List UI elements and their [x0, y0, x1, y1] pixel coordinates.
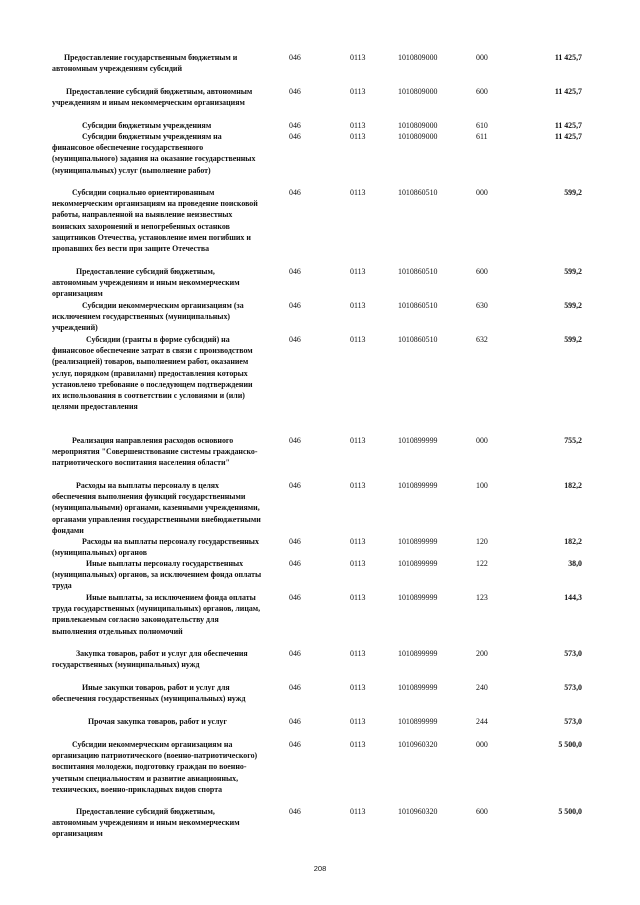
section-code: 0113 [350, 53, 366, 62]
expense-type-code: 200 [476, 649, 488, 658]
target-article-code: 1010960320 [398, 740, 438, 749]
expense-type-code: 000 [476, 436, 488, 445]
expense-type-code: 000 [476, 53, 488, 62]
page-number: 208 [313, 864, 327, 873]
row-description: Расходы на выплаты персоналу государственных (муниципальных) органов [52, 537, 259, 558]
amount: 755,2 [564, 436, 582, 445]
target-article-code: 1010899999 [398, 436, 438, 445]
expense-type-code: 244 [476, 717, 488, 726]
amount: 5 500,0 [558, 740, 582, 749]
target-article-code: 1010809000 [398, 53, 438, 62]
section-code: 0113 [350, 267, 366, 276]
expense-type-code: 122 [476, 559, 488, 568]
ministry-code: 046 [289, 53, 301, 62]
ministry-code: 046 [289, 87, 301, 96]
row-description: Предоставление субсидий бюджетным, автономным учреждениям и иным некоммерческим организациям [52, 87, 253, 108]
target-article-code: 1010899999 [398, 481, 438, 490]
target-article-code: 1010899999 [398, 559, 438, 568]
section-code: 0113 [350, 537, 366, 546]
section-code: 0113 [350, 132, 366, 141]
ministry-code: 046 [289, 649, 301, 658]
amount: 5 500,0 [558, 807, 582, 816]
expense-type-code: 600 [476, 267, 488, 276]
target-article-code: 1010860510 [398, 188, 438, 197]
ministry-code: 046 [289, 807, 301, 816]
target-article-code: 1010899999 [398, 593, 438, 602]
row-description: Субсидии некоммерческим организациям на организацию патриотического (военно-патриотического) воспитания молодежи, подготовку граждан по военно-учетным специальностям и развитие авиационных, технических, военно-прикладных видов спорта [52, 740, 258, 794]
ministry-code: 046 [289, 121, 301, 130]
target-article-code: 1010809000 [398, 87, 438, 96]
expense-type-code: 610 [476, 121, 488, 130]
ministry-code: 046 [289, 559, 301, 568]
section-code: 0113 [350, 188, 366, 197]
row-description: Субсидии некоммерческим организациям (за исключением государственных (муниципальных) учреждений) [52, 301, 244, 333]
ministry-code: 046 [289, 537, 301, 546]
target-article-code: 1010809000 [398, 132, 438, 141]
section-code: 0113 [350, 649, 366, 658]
row-description: Иные выплаты персоналу государственных (муниципальных) органов, за исключением фонда оплаты труда [52, 559, 262, 591]
ministry-code: 046 [289, 481, 301, 490]
ministry-code: 046 [289, 132, 301, 141]
row-description: Расходы на выплаты персоналу в целях обеспечения выполнения функций государственными (муниципальными) органами, казенными учреждениями, органами управления государственными внебюджетными фондами [52, 481, 261, 535]
amount: 11 425,7 [554, 87, 582, 96]
row-description: Закупка товаров, работ и услуг для обеспечения государственных (муниципальных) нужд [52, 649, 248, 670]
target-article-code: 1010899999 [398, 683, 438, 692]
ministry-code: 046 [289, 188, 301, 197]
section-code: 0113 [350, 740, 366, 749]
amount: 573,0 [564, 649, 582, 658]
ministry-code: 046 [289, 593, 301, 602]
amount: 182,2 [564, 537, 582, 546]
expense-type-code: 632 [476, 335, 488, 344]
target-article-code: 1010860510 [398, 267, 438, 276]
amount: 182,2 [564, 481, 582, 490]
ministry-code: 046 [289, 683, 301, 692]
section-code: 0113 [350, 436, 366, 445]
amount: 573,0 [564, 717, 582, 726]
expense-type-code: 600 [476, 807, 488, 816]
row-description: Иные закупки товаров, работ и услуг для обеспечения государственных (муниципальных) нужд [52, 683, 246, 704]
target-article-code: 1010809000 [398, 121, 438, 130]
row-description: Предоставление субсидий бюджетным, автономным учреждениям и иным некоммерческим организациям [52, 267, 240, 299]
amount: 38,0 [568, 559, 582, 568]
row-description: Предоставление государственным бюджетным и автономным учреждениям субсидий [52, 53, 238, 74]
section-code: 0113 [350, 481, 366, 490]
section-code: 0113 [350, 807, 366, 816]
target-article-code: 1010960320 [398, 807, 438, 816]
expense-type-code: 000 [476, 188, 488, 197]
section-code: 0113 [350, 335, 366, 344]
row-description: Реализация направления расходов основного мероприятия "Совершенствование системы гражданско-патриотического воспитания населения области" [52, 436, 258, 468]
row-description: Субсидии бюджетным учреждениям на финансовое обеспечение государственного (муниципального) задания на оказание государственных (муниципальных) услуг (выполнение работ) [52, 132, 256, 175]
amount: 11 425,7 [554, 121, 582, 130]
amount: 573,0 [564, 683, 582, 692]
expense-type-code: 000 [476, 740, 488, 749]
amount: 599,2 [564, 335, 582, 344]
amount: 599,2 [564, 301, 582, 310]
expense-type-code: 100 [476, 481, 488, 490]
ministry-code: 046 [289, 436, 301, 445]
expense-type-code: 120 [476, 537, 488, 546]
target-article-code: 1010860510 [398, 335, 438, 344]
row-description: Субсидии (гранты в форме субсидий) на финансовое обеспечение затрат в связи с производством (реализацией) товаров, выполнением работ, оказанием услуг, порядком (правилами) предоставления которых установлено требование о последующем подтверждении их использования в соответствии с условиями и (или) целями предоставления [52, 335, 253, 412]
section-code: 0113 [350, 121, 366, 130]
section-code: 0113 [350, 87, 366, 96]
ministry-code: 046 [289, 301, 301, 310]
amount: 599,2 [564, 267, 582, 276]
row-description: Субсидии социально ориентированным некоммерческим организациям на проведение поисковой работы, направленной на выявление неизвестных воинских захоронений и непогребенных останков защитников Отечества, установление имен погибших и пропавших без вести при защите Отечества [52, 188, 258, 254]
target-article-code: 1010899999 [398, 649, 438, 658]
section-code: 0113 [350, 559, 366, 568]
amount: 11 425,7 [554, 132, 582, 141]
target-article-code: 1010899999 [398, 717, 438, 726]
amount: 599,2 [564, 188, 582, 197]
row-description: Субсидии бюджетным учреждениям [82, 121, 212, 130]
section-code: 0113 [350, 683, 366, 692]
section-code: 0113 [350, 593, 366, 602]
amount: 11 425,7 [554, 53, 582, 62]
expense-type-code: 240 [476, 683, 488, 692]
target-article-code: 1010899999 [398, 537, 438, 546]
target-article-code: 1010860510 [398, 301, 438, 310]
row-description: Прочая закупка товаров, работ и услуг [88, 717, 227, 726]
ministry-code: 046 [289, 335, 301, 344]
expense-type-code: 600 [476, 87, 488, 96]
expense-type-code: 611 [476, 132, 488, 141]
expense-type-code: 630 [476, 301, 488, 310]
expense-type-code: 123 [476, 593, 488, 602]
section-code: 0113 [350, 301, 366, 310]
ministry-code: 046 [289, 717, 301, 726]
row-description: Предоставление субсидий бюджетным, автономным учреждениям и иным некоммерческим организациям [52, 807, 240, 839]
ministry-code: 046 [289, 740, 301, 749]
ministry-code: 046 [289, 267, 301, 276]
amount: 144,3 [564, 593, 582, 602]
row-description: Иные выплаты, за исключением фонда оплаты труда государственных (муниципальных) органов, лицам, привлекаемым согласно законодательству для выполнения отдельных полномочий [52, 593, 261, 636]
section-code: 0113 [350, 717, 366, 726]
